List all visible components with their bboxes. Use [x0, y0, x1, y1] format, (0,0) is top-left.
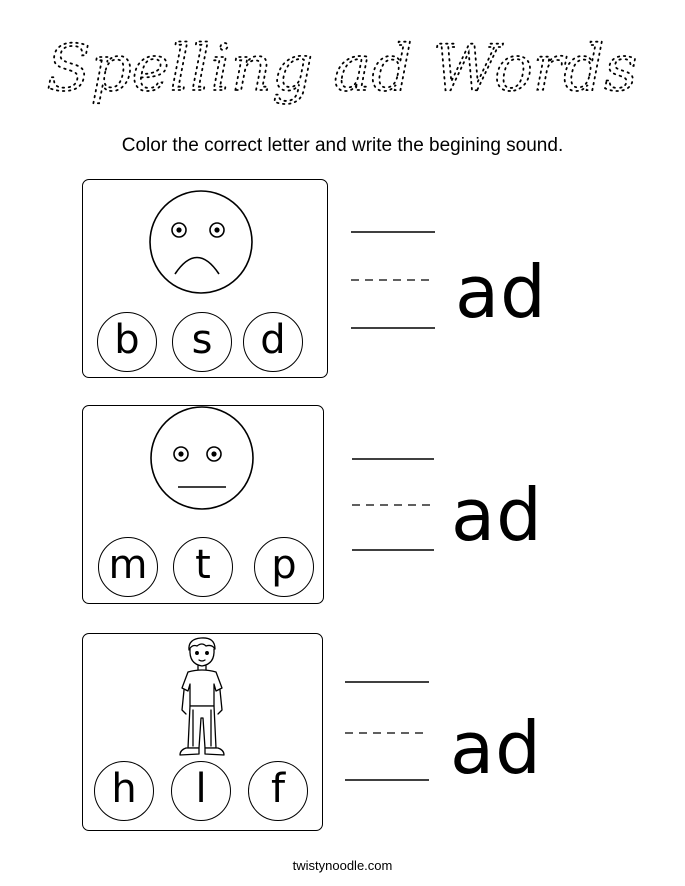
- writing-lines-3[interactable]: [343, 673, 435, 783]
- word-ending-1: ad: [455, 250, 547, 334]
- instructions: Color the correct letter and write the begining sound.: [121, 135, 564, 156]
- letter-choice-m[interactable]: m: [98, 537, 158, 597]
- worksheet-title-text: Spelling ad Words: [46, 32, 638, 106]
- letter-choice-f[interactable]: f: [248, 761, 308, 821]
- sad-face-icon: [145, 189, 257, 295]
- boy-standing-icon: [168, 636, 236, 760]
- worksheet-title: [0, 22, 685, 112]
- letter-choice-b[interactable]: b: [97, 312, 157, 372]
- letter-choice-d[interactable]: d: [243, 312, 303, 372]
- word-ending-3: ad: [450, 706, 542, 790]
- letter-choice-h[interactable]: h: [94, 761, 154, 821]
- word-ending-2: ad: [451, 473, 543, 557]
- writing-lines-1[interactable]: [349, 222, 441, 332]
- letter-choice-s[interactable]: s: [172, 312, 232, 372]
- letter-choice-l[interactable]: l: [171, 761, 231, 821]
- writing-lines-2[interactable]: [350, 449, 442, 559]
- letter-choice-t[interactable]: t: [173, 537, 233, 597]
- letter-choice-p[interactable]: p: [254, 537, 314, 597]
- neutral-face-icon: [146, 405, 258, 511]
- footer-site-credit: twistynoodle.com: [292, 858, 393, 873]
